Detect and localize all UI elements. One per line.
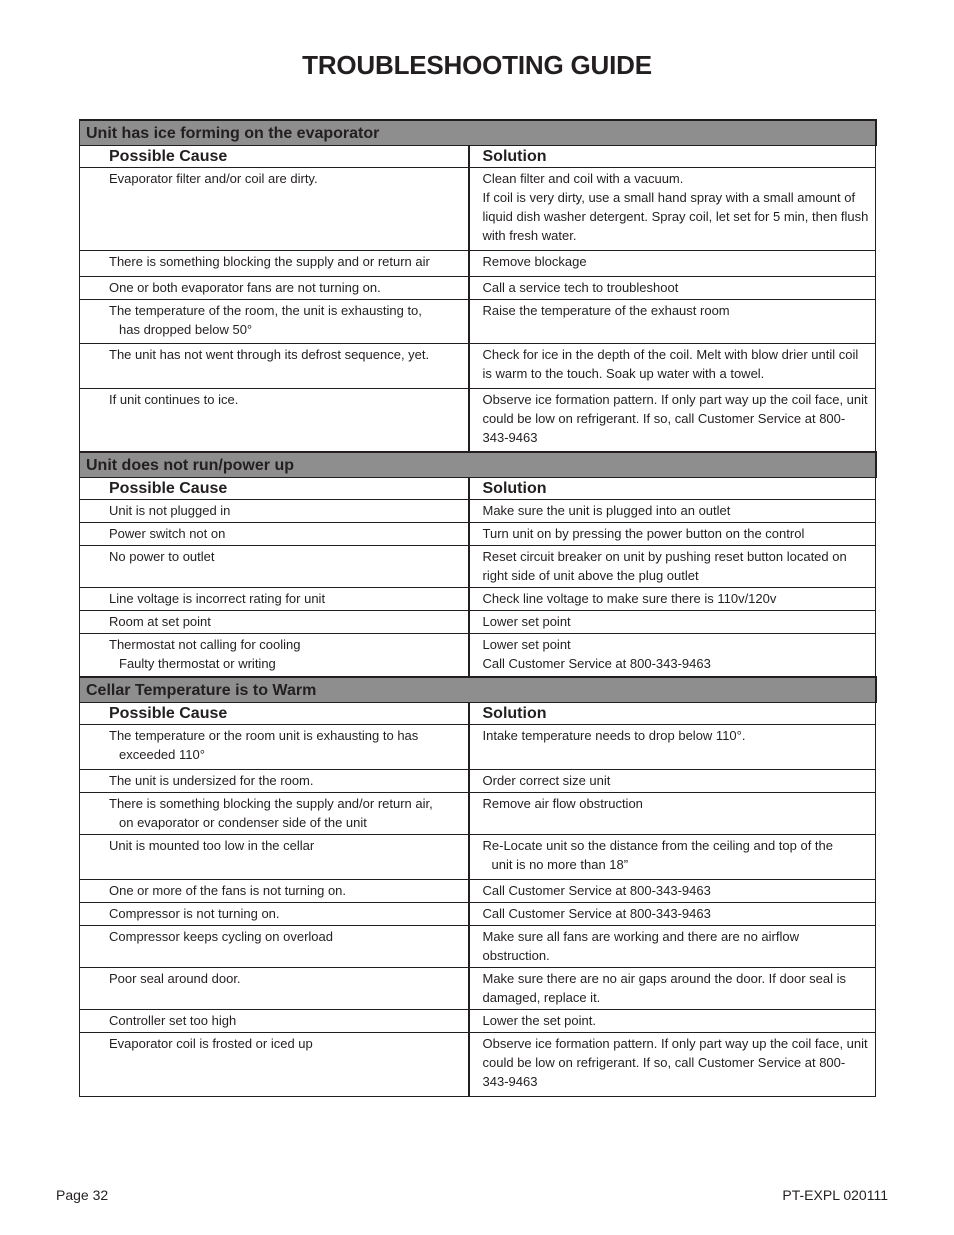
solution-cell <box>469 926 876 968</box>
table-row <box>80 1010 876 1033</box>
solution-text: Check line voltage to make sure there is 110v/120v <box>482 590 777 606</box>
column-header-row <box>80 477 876 499</box>
solution-text: Remove blockage <box>482 254 587 269</box>
solution-cell <box>469 499 876 522</box>
table-row <box>80 251 876 277</box>
table-row <box>80 903 876 926</box>
solution-column-header: Solution <box>469 146 876 168</box>
cause-cell <box>80 1033 469 1097</box>
column-header-row <box>80 703 876 725</box>
solution-cell <box>469 389 876 452</box>
solution-text: Lower set point <box>482 636 571 652</box>
table-row <box>80 633 876 677</box>
cause-cell <box>80 903 469 926</box>
table-row <box>80 300 876 344</box>
solution-cell <box>469 1033 876 1097</box>
solution-text: Make sure the unit is plugged into an outlet <box>482 502 731 518</box>
cause-cell <box>80 389 469 452</box>
table-row <box>80 1033 876 1097</box>
solution-cell <box>469 277 876 300</box>
table-row <box>80 499 876 522</box>
solution-text: Raise the temperature of the exhaust room <box>482 303 730 318</box>
solution-cell <box>469 770 876 793</box>
solution-text: Call Customer Service at 800-343-9463 <box>482 883 711 898</box>
cause-text: No power to outlet <box>109 548 215 564</box>
solution-text: Clean filter and coil with a vacuum. <box>482 171 684 186</box>
solution-text: Observe ice formation pattern. If only part way up the coil face, unit could be low on refrigerant. If so, call Customer Service at 800-343-9463 <box>482 1036 868 1089</box>
cause-text: Evaporator filter and/or coil are dirty. <box>109 171 318 186</box>
cause-text: There is something blocking the supply and/or return air, <box>109 796 433 811</box>
cause-column-header: Possible Cause <box>80 146 469 168</box>
troubleshooting-table <box>79 119 877 1097</box>
section-heading-row <box>80 452 876 478</box>
table-row <box>80 793 876 835</box>
section-heading: Cellar Temperature is to Warm <box>80 677 876 703</box>
document-id: PT-EXPL 020111 <box>782 1187 888 1203</box>
cause-cell <box>80 835 469 880</box>
solution-text: Call Customer Service at 800-343-9463 <box>482 906 711 921</box>
solution-cell <box>469 1010 876 1033</box>
solution-cell <box>469 545 876 587</box>
cause-cell <box>80 277 469 300</box>
cause-cell <box>80 168 469 251</box>
table-row <box>80 545 876 587</box>
solution-text: Intake temperature needs to drop below 110°. <box>482 728 746 743</box>
section-heading: Unit does not run/power up <box>80 452 876 478</box>
solution-column-header: Solution <box>469 703 876 725</box>
table-row <box>80 522 876 545</box>
solution-text: unit is no more than 18” <box>491 857 629 872</box>
solution-text: Lower set point <box>482 613 571 629</box>
solution-cell <box>469 610 876 633</box>
column-header-row <box>80 146 876 168</box>
solution-text: Remove air flow obstruction <box>482 796 643 811</box>
cause-text: on evaporator or condenser side of the unit <box>119 815 367 830</box>
cause-text: The temperature of the room, the unit is exhausting to, <box>109 303 422 318</box>
cause-column-header: Possible Cause <box>80 477 469 499</box>
table-row <box>80 926 876 968</box>
solution-text: Observe ice formation pattern. If only part way up the coil face, unit could be low on refrigerant. If so, call Customer Service at 800-343-9463 <box>482 392 868 445</box>
solution-cell <box>469 522 876 545</box>
cause-cell <box>80 880 469 903</box>
section-heading-row <box>80 120 876 146</box>
solution-cell <box>469 251 876 277</box>
cause-cell <box>80 633 469 677</box>
solution-text: Lower the set point. <box>482 1013 596 1028</box>
solution-cell <box>469 793 876 835</box>
page-number: Page 32 <box>56 1187 109 1203</box>
table-row <box>80 725 876 770</box>
cause-text: Poor seal around door. <box>109 971 241 986</box>
solution-text: Make sure all fans are working and there are no airflow obstruction. <box>482 929 799 963</box>
solution-cell <box>469 587 876 610</box>
solution-cell <box>469 633 876 677</box>
table-row <box>80 770 876 793</box>
solution-column-header: Solution <box>469 477 876 499</box>
cause-cell <box>80 610 469 633</box>
cause-text: Compressor is not turning on. <box>109 906 280 921</box>
cause-text: Unit is not plugged in <box>109 502 231 518</box>
cause-text: Evaporator coil is frosted or iced up <box>109 1036 313 1051</box>
cause-text: Compressor keeps cycling on overload <box>109 929 333 944</box>
cause-text: The unit is undersized for the room. <box>109 773 314 788</box>
cause-text: Line voltage is incorrect rating for unit <box>109 590 326 606</box>
solution-cell <box>469 344 876 389</box>
table-row <box>80 277 876 300</box>
table-row <box>80 968 876 1010</box>
cause-text: exceeded 110° <box>119 747 205 762</box>
solution-cell <box>469 300 876 344</box>
solution-cell <box>469 880 876 903</box>
cause-text: If unit continues to ice. <box>109 392 239 407</box>
page-title: TROUBLESHOOTING GUIDE <box>302 50 652 80</box>
cause-text: Room at set point <box>109 613 211 629</box>
cause-cell <box>80 522 469 545</box>
cause-cell <box>80 545 469 587</box>
cause-column-header: Possible Cause <box>80 703 469 725</box>
solution-cell <box>469 835 876 880</box>
cause-text: Faulty thermostat or writing <box>119 655 276 671</box>
cause-text: Unit is mounted too low in the cellar <box>109 838 315 853</box>
cause-cell <box>80 300 469 344</box>
table-row <box>80 389 876 452</box>
solution-text: If coil is very dirty, use a small hand spray with a small amount of liquid dish washer detergent. Spray coil, let set for 5 min, then flush with fresh water. <box>482 190 869 243</box>
cause-text: One or both evaporator fans are not turning on. <box>109 280 381 295</box>
solution-cell <box>469 725 876 770</box>
cause-cell <box>80 499 469 522</box>
table-row <box>80 168 876 251</box>
solution-text: Call a service tech to troubleshoot <box>482 280 679 295</box>
cause-cell <box>80 968 469 1010</box>
solution-text: Check for ice in the depth of the coil. Melt with blow drier until coil is warm to the touch. Soak up water with a towel. <box>482 347 859 381</box>
cause-text: has dropped below 50° <box>119 322 253 337</box>
table-row <box>80 880 876 903</box>
cause-cell <box>80 587 469 610</box>
cause-text: Thermostat not calling for cooling <box>109 636 301 652</box>
cause-text: Power switch not on <box>109 525 226 541</box>
cause-text: The temperature or the room unit is exhausting to has <box>109 728 419 743</box>
section-heading-row <box>80 677 876 703</box>
cause-text: Controller set too high <box>109 1013 237 1028</box>
section-heading: Unit has ice forming on the evaporator <box>80 120 876 146</box>
solution-text: Call Customer Service at 800-343-9463 <box>482 655 711 671</box>
cause-cell <box>80 1010 469 1033</box>
cause-cell <box>80 251 469 277</box>
solution-text: Turn unit on by pressing the power button on the control <box>482 525 805 541</box>
table-row <box>80 344 876 389</box>
cause-cell <box>80 793 469 835</box>
cause-text: The unit has not went through its defrost sequence, yet. <box>109 347 430 362</box>
table-row <box>80 610 876 633</box>
solution-text: Reset circuit breaker on unit by pushing reset button located on right side of unit above the plug outlet <box>482 548 847 583</box>
cause-text: One or more of the fans is not turning on. <box>109 883 347 898</box>
solution-text: Re-Locate unit so the distance from the ceiling and top of the <box>482 838 833 853</box>
cause-text: There is something blocking the supply and or return air <box>109 254 430 269</box>
cause-cell <box>80 725 469 770</box>
cause-cell <box>80 770 469 793</box>
solution-cell <box>469 968 876 1010</box>
solution-text: Make sure there are no air gaps around the door. If door seal is damaged, replace it. <box>482 971 846 1005</box>
solution-cell <box>469 168 876 251</box>
solution-text: Order correct size unit <box>482 773 611 788</box>
table-row <box>80 587 876 610</box>
cause-cell <box>80 926 469 968</box>
cause-cell <box>80 344 469 389</box>
solution-cell <box>469 903 876 926</box>
table-row <box>80 835 876 880</box>
